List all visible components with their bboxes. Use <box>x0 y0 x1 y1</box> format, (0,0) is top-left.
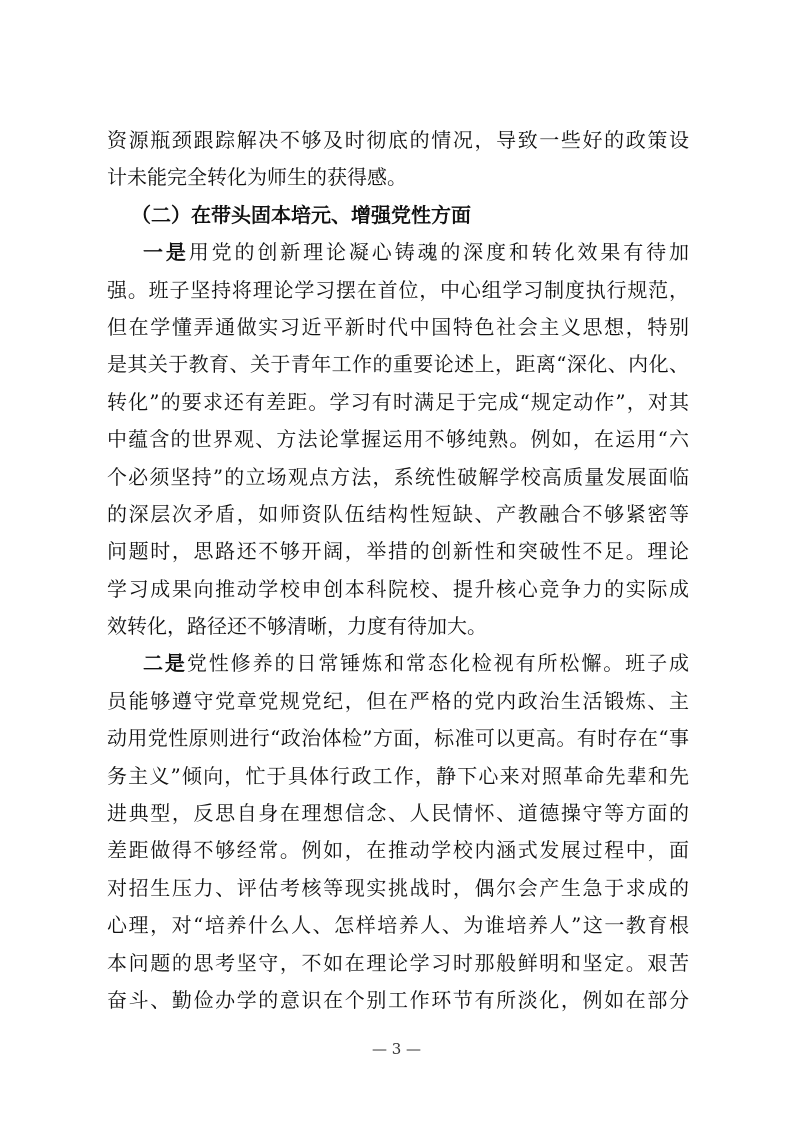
text-line: 对招生压力、评估考核等现实挑战时，偶尔会产生急于求成的 <box>107 875 689 900</box>
text-line: 计未能完全转化为师生的获得感。 <box>107 165 407 190</box>
text-line: 的深层次矛盾，如师资队伍结构性短缺、产教融合不够紧密等 <box>107 501 689 526</box>
text-line: 学习成果向推动学校申创本科院校、提升核心竞争力的实际成 <box>107 576 689 601</box>
text-line <box>107 234 689 271</box>
text-line: 效转化，路径还不够清晰，力度有待加大。 <box>107 614 487 639</box>
paragraph-2 <box>107 645 689 1019</box>
text-line: 进典型，反思自身在理想信念、人民情怀、道德操守等方面的 <box>107 801 689 826</box>
text-line: 个必须坚持”的立场观点方法，系统性破解学校高质量发展面临 <box>107 464 689 489</box>
document-body <box>107 122 689 1019</box>
paragraph-lead: 二是 <box>143 651 187 676</box>
text-line: 中蕴含的世界观、方法论掌握运用不够纯熟。例如，在运用“六 <box>107 427 689 452</box>
text-line: 强。班子坚持将理论学习摆在首位，中心组学习制度执行规范， <box>107 277 689 302</box>
section-heading: （二）在带头固本培元、增强党性方面 <box>131 202 471 227</box>
text-span: 党性修养的日常锤炼和常态化检视有所松懈。班子成 <box>186 651 690 676</box>
text-line: 转化”的要求还有差距。学习有时满足于完成“规定动作”，对其 <box>107 389 689 414</box>
paragraph-1 <box>107 234 689 645</box>
text-line: 心理，对“培养什么人、怎样培养人、为谁培养人”这一教育根 <box>107 913 689 938</box>
text-line: 员能够遵守党章党规党纪，但在严格的党内政治生活锻炼、主 <box>107 688 689 713</box>
text-line: 动用党性原则进行“政治体检”方面，标准可以更高。有时存在“事 <box>107 726 689 751</box>
text-line: 奋斗、勤俭办学的意识在个别工作环节有所淡化，例如在部分 <box>107 987 689 1012</box>
text-line <box>107 645 689 682</box>
text-line: 问题时，思路还不够开阔，举措的创新性和突破性不足。理论 <box>107 539 689 564</box>
text-span: 用党的创新理论凝心铸魂的深度和转化效果有待加 <box>188 240 690 265</box>
text-line: 资源瓶颈跟踪解决不够及时彻底的情况，导致一些好的政策设 <box>107 128 689 152</box>
text-line: 差距做得不够经常。例如，在推动学校内涵式发展过程中，面 <box>107 838 689 863</box>
paragraph-lead: 一是 <box>143 240 189 265</box>
text-line: 务主义”倾向，忙于具体行政工作，静下心来对照革命先辈和先 <box>107 763 689 788</box>
text-line: 是其关于教育、关于青年工作的重要论述上，距离“深化、内化、 <box>107 352 689 377</box>
page-number: — 3 — <box>371 1040 422 1058</box>
text-line: 但在学懂弄通做实习近平新时代中国特色社会主义思想，特别 <box>107 314 689 339</box>
text-line: 本问题的思考坚守，不如在理论学习时那般鲜明和坚定。艰苦 <box>107 950 689 975</box>
